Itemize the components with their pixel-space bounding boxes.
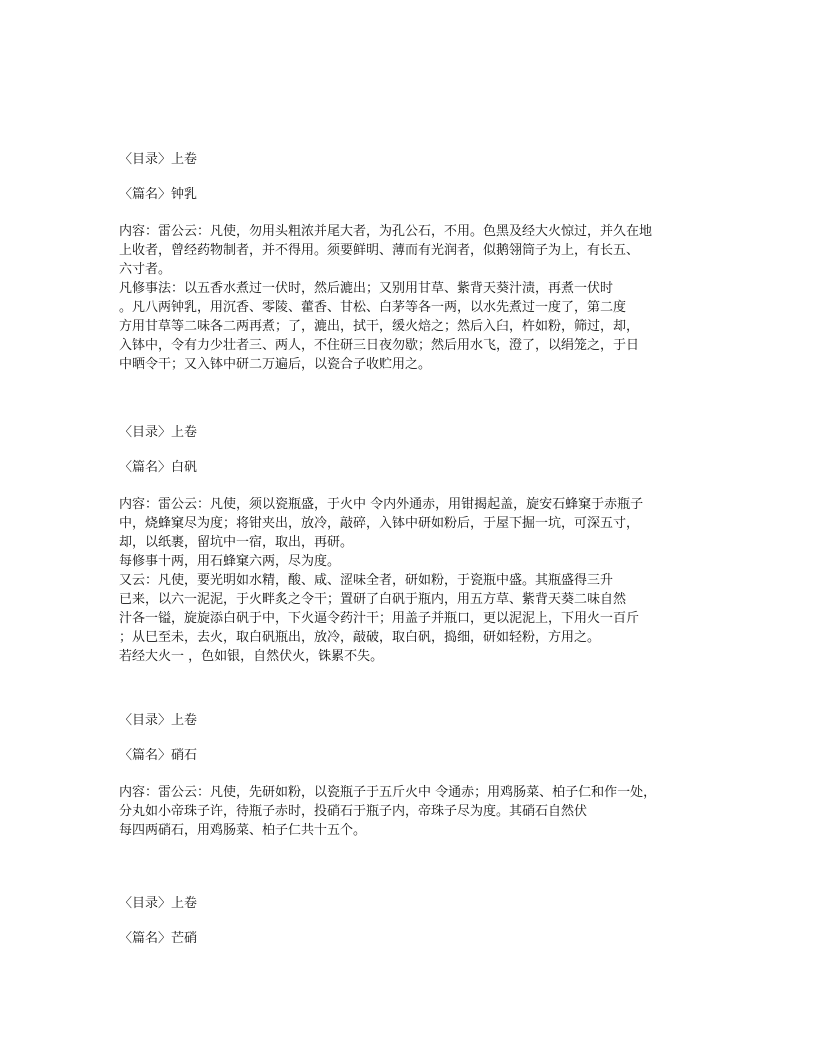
entry-title: 〈篇名〉硝石 (119, 748, 198, 763)
catalog-label: 〈目录〉上卷 (119, 425, 198, 440)
entry-title: 〈篇名〉钟乳 (119, 187, 198, 202)
body-line: 入钵中，令有力少壮者三、两人，不住研三日夜勿歇；然后用水飞，澄了，以绢笼之，于日 (119, 338, 640, 353)
entry-body (119, 222, 719, 374)
body-line: 六寸者。 (119, 262, 172, 277)
entry-body (119, 783, 719, 840)
entry-body (119, 495, 719, 666)
entry-title: 〈篇名〉白矾 (119, 460, 198, 475)
entry-zhongru (119, 150, 719, 374)
body-line: 分丸如小帝珠子许，待瓶子赤时，投硝石于瓶子内，帝珠子尽为度。其硝石自然伏 (119, 804, 588, 819)
catalog-label: 〈目录〉上卷 (119, 713, 198, 728)
body-line: 每修事十两，用石蜂窠六两，尽为度。 (119, 554, 341, 569)
catalog-label: 〈目录〉上卷 (119, 152, 198, 167)
body-line: 若经大火一 ，色如银，自然伏火，铢累不失。 (119, 649, 384, 664)
body-line: 。凡八两钟乳，用沉香、零陵、藿香、甘松、白茅等各一两，以水先煮过一度了，第二度 (119, 300, 627, 315)
catalog-label: 〈目录〉上卷 (119, 896, 198, 911)
body-line: 凡修事法：以五香水煮过一伏时，然后漉出；又别用甘草、紫背天葵汁渍，再煮一伏时 (119, 281, 614, 296)
entry-title: 〈篇名〉芒硝 (119, 931, 198, 946)
body-line: ；从巳至未，去火，取白矾瓶出，放冷，敲破，取白矾，捣细，研如轻粉，方用之。 (119, 630, 601, 645)
body-line: 已来，以六一泥泥，于火畔炙之令干；置研了白矾于瓶内，用五方草、紫背天葵二味自然 (119, 592, 627, 607)
body-line: 中晒令干；又入钵中研二万遍后，以瓷合子收贮用之。 (119, 357, 432, 372)
body-line: 内容：雷公云：凡使，须以瓷瓶盛，于火中 令内外通赤，用钳揭起盖，旋安石蜂窠于赤瓶子 (119, 497, 644, 512)
body-line: 内容：雷公云：凡使，先研如粉，以瓷瓶子于五斤火中 令通赤；用鸡肠菜、柏子仁和作一处， (119, 785, 657, 800)
entry-baifan (119, 423, 719, 666)
body-line: 却，以纸裹，留坑中一宿，取出，再研。 (119, 535, 354, 550)
body-line: 中，烧蜂窠尽为度；将钳夹出，放冷，敲碎，入钵中研如粉后，于屋下掘一坑，可深五寸， (119, 516, 640, 531)
body-line: 汁各一镒，旋旋添白矾于中，下火逼令药汁干；用盖子并瓶口，更以泥泥上，下用火一百斤 (119, 611, 640, 626)
entry-xiaoshi (119, 711, 719, 840)
body-line: 又云：凡使，要光明如水精，酸、咸、涩味全者，研如粉，于瓷瓶中盛。其瓶盛得三升 (119, 573, 614, 588)
entry-mangxiao (119, 894, 719, 949)
body-line: 内容：雷公云：凡使，勿用头粗浓并尾大者，为孔公石，不用。色黑及经大火惊过，并久在地 (119, 224, 653, 239)
body-line: 方用甘草等二味各二两再煮；了，漉出，拭干，缓火焙之；然后入臼，杵如粉，筛过，却， (119, 319, 640, 334)
body-line: 每四两硝石，用鸡肠菜、柏子仁共十五个。 (119, 823, 367, 838)
body-line: 上收者，曾经药物制者，并不得用。须要鲜明、薄而有光润者，似鹅翎筒子为上，有长五、 (119, 243, 640, 258)
